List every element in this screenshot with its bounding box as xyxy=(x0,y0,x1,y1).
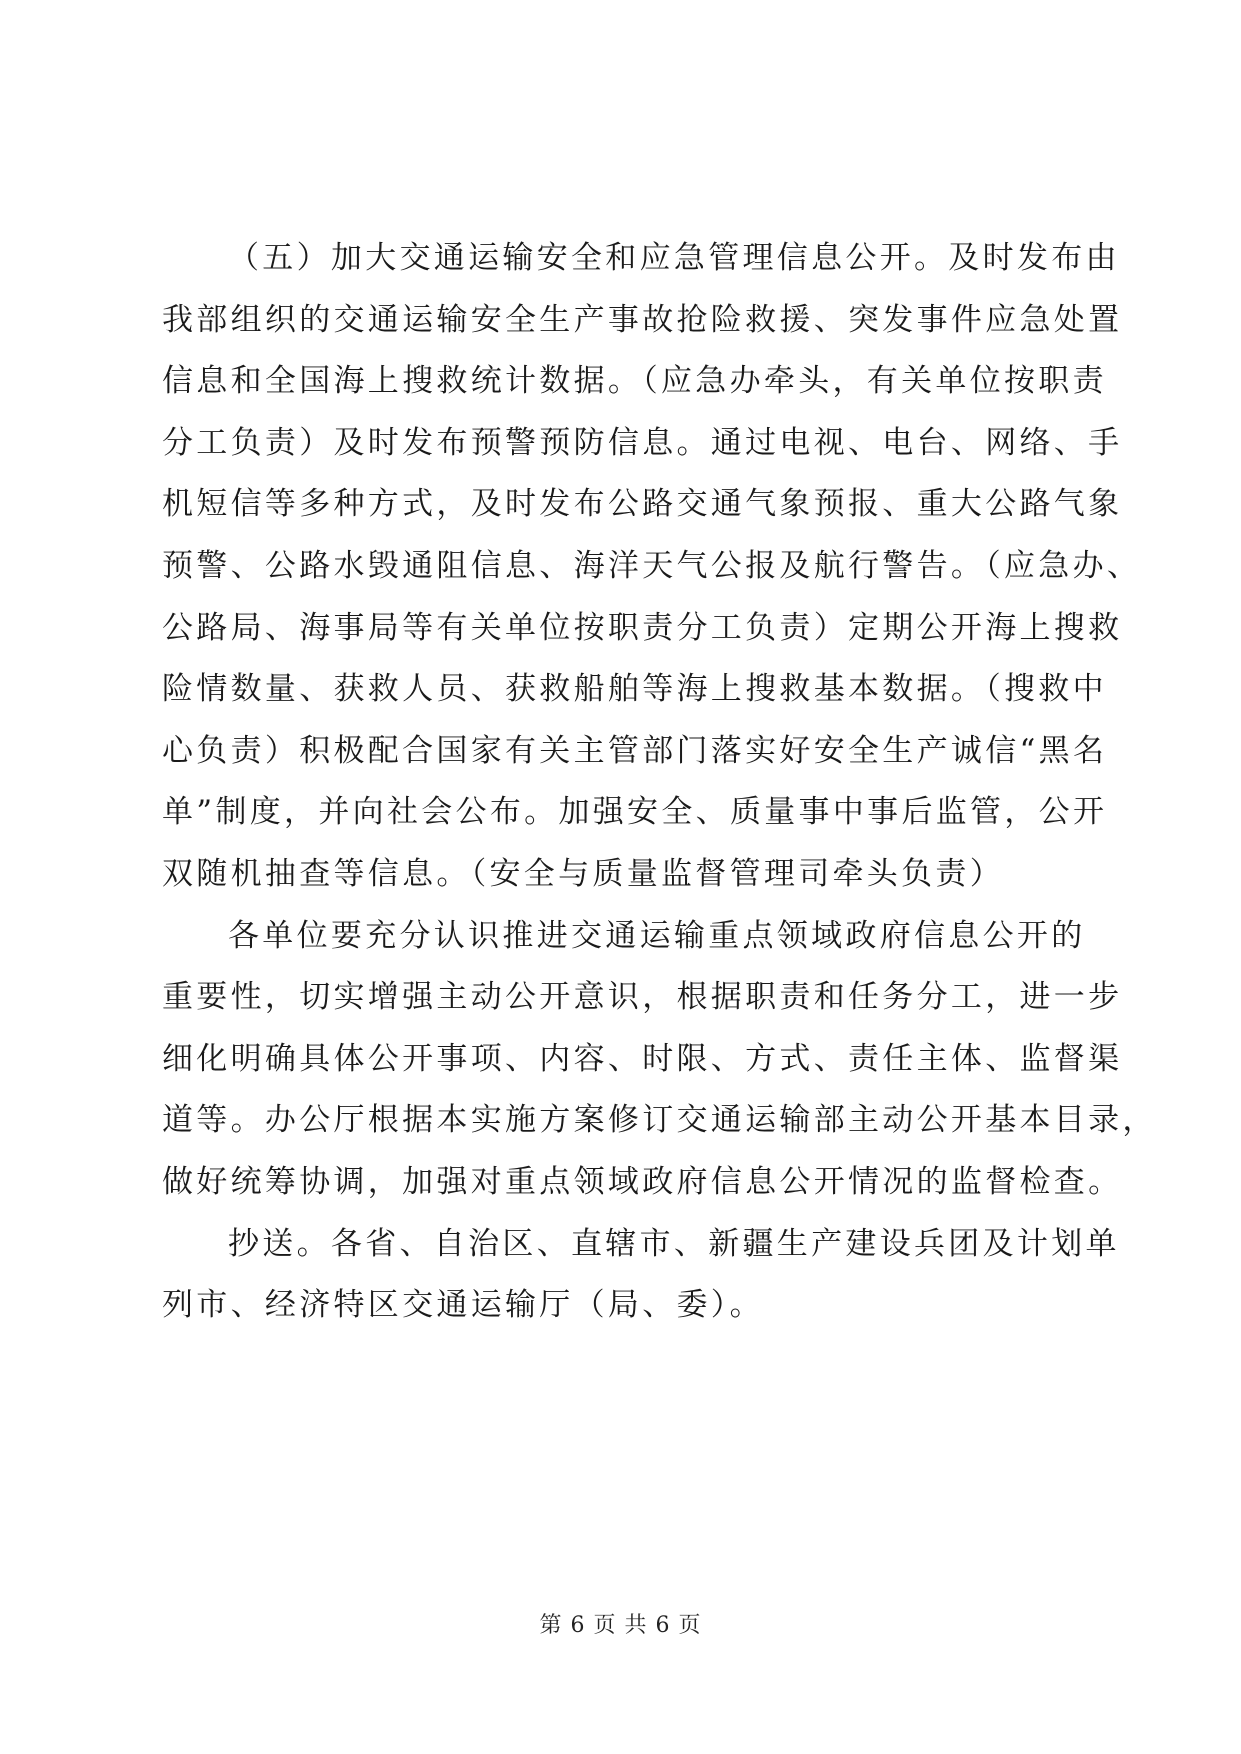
document-body xyxy=(162,228,1157,1337)
paragraph-disclosure-section-5 xyxy=(162,228,1142,906)
paragraph-line: 列市、经济特区交通运输厅（局、委）。 xyxy=(162,1287,764,1324)
paragraph-line: （五）加大交通运输安全和应急管理信息公开。及时发布由 xyxy=(228,240,1120,276)
paragraph-line: 预警、公路水毁通阻信息、海洋天气公报及航行警告。（应急办、 xyxy=(162,547,1142,584)
page-number-footer: 第 6 页 共 6 页 xyxy=(539,1613,702,1638)
paragraph-line: 各单位要充分认识推进交通运输重点领域政府信息公开的 xyxy=(228,917,1086,954)
paragraph-line: 机短信等多种方式，及时发布公路交通气象预报、重大公路气象 xyxy=(162,486,1123,523)
paragraph-line: 做好统筹协调，加强对重点领域政府信息公开情况的监督检查。 xyxy=(162,1163,1123,1200)
paragraph-line: 我部组织的交通运输安全生产事故抢险救援、突发事件应急处置 xyxy=(162,301,1123,338)
paragraph-line: 双随机抽查等信息。（安全与质量监督管理司牵头负责） xyxy=(162,855,1004,892)
paragraph-line: 险情数量、获救人员、获救船舶等海上搜救基本数据。（搜救中 xyxy=(162,671,1107,708)
paragraph-line: 细化明确具体公开事项、内容、时限、方式、责任主体、监督渠 xyxy=(162,1040,1123,1077)
paragraph-line: 道等。办公厅根据本实施方案修订交通运输部主动公开基本目录， xyxy=(162,1102,1157,1139)
paragraph-line: 公路局、海事局等有关单位按职责分工负责）定期公开海上搜救 xyxy=(162,609,1123,646)
paragraph-cc-list xyxy=(162,1214,1120,1337)
paragraph-line: 抄送。各省、自治区、直辖市、新疆生产建设兵团及计划单 xyxy=(228,1225,1120,1262)
paragraph-line: 信息和全国海上搜救统计数据。（应急办牵头，有关单位按职责 xyxy=(162,363,1107,400)
paragraph-line: 单”制度，并向社会公布。加强安全、质量事中事后监管，公开 xyxy=(162,794,1108,831)
paragraph-unit-requirements xyxy=(162,906,1157,1214)
paragraph-line: 分工负责）及时发布预警预防信息。通过电视、电台、网络、手 xyxy=(162,424,1123,461)
paragraph-line: 重要性，切实增强主动公开意识，根据职责和任务分工，进一步 xyxy=(162,979,1123,1016)
paragraph-line: 心负责）积极配合国家有关主管部门落实好安全生产诚信“黑名 xyxy=(162,732,1108,769)
